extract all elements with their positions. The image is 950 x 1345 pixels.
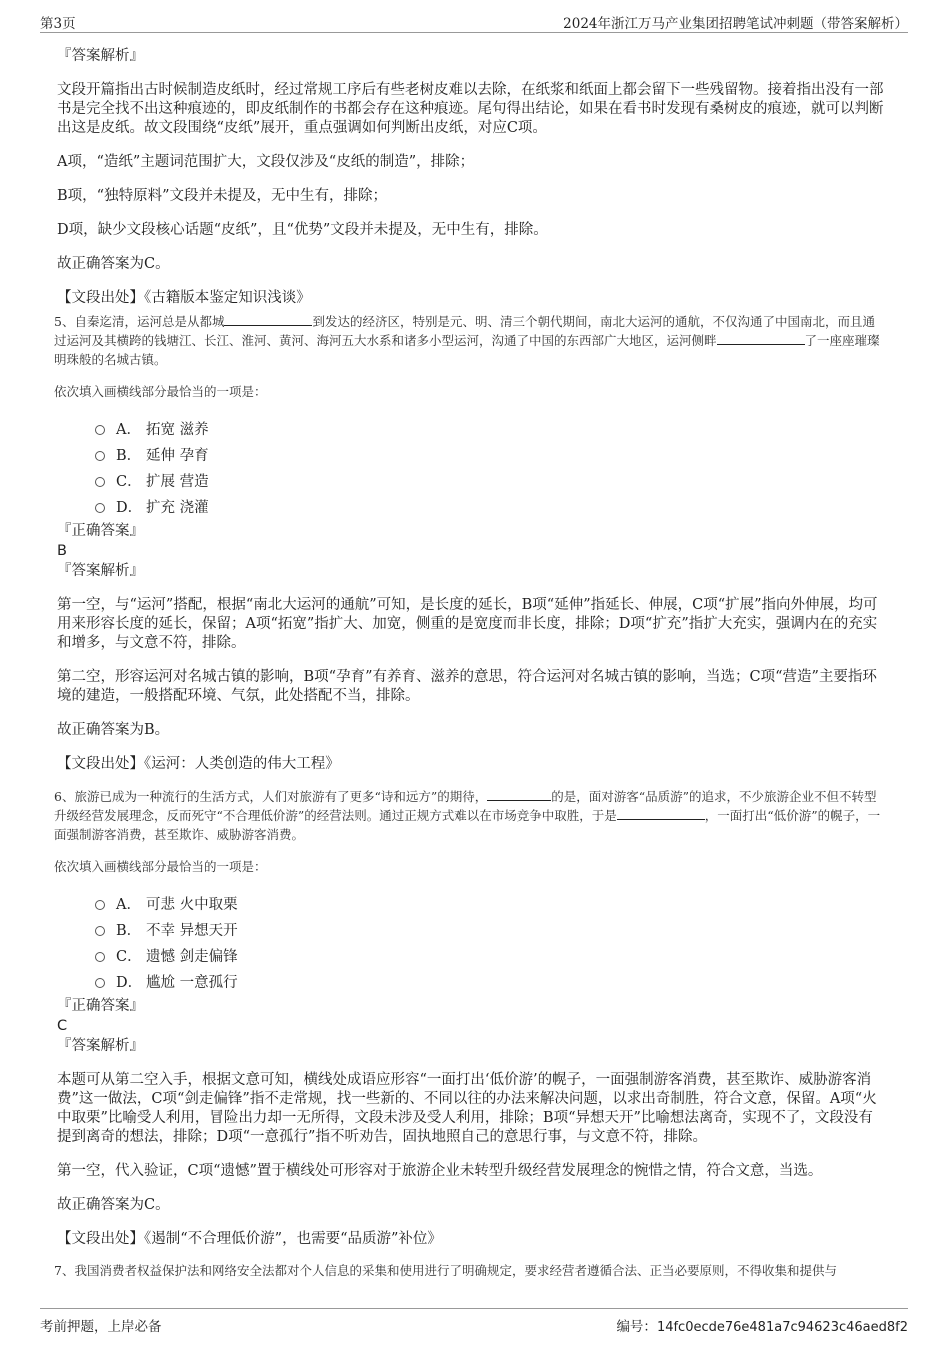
q5-option-c[interactable]: C． 扩展 营造 <box>95 467 887 493</box>
radio-icon[interactable] <box>95 451 105 461</box>
q5-option-b[interactable]: B． 延伸 孕育 <box>95 441 887 467</box>
q6-stem: 6、旅游已成为一种流行的生活方式，人们对旅游有了更多“诗和远方”的期待， 的是，面对游客“品质游”的追求，不少旅游企业不但不转型升级经营发展理念，反而死守“不合理低价游”的经营法则。通过正规方式难以在市场竞争中取胜，于是 ，一面打出“低价游”的幌子，一面强制游客消费，甚至欺诈、威胁游客消费。 <box>54 789 881 842</box>
radio-icon[interactable] <box>95 503 105 513</box>
radio-icon[interactable] <box>95 477 105 487</box>
radio-icon[interactable] <box>95 425 105 435</box>
q5-option-d[interactable]: D． 扩充 浇灌 <box>95 493 887 519</box>
q7-stem: 7、我国消费者权益保护法和网络安全法都对个人信息的采集和使用进行了明确规定，要求经营者遵循合法、正当必要原则，不得收集和提供与 <box>54 1263 837 1278</box>
page-header <box>40 10 908 33</box>
q6-option-a[interactable]: A． 可悲 火中取栗 <box>95 890 887 916</box>
radio-icon[interactable] <box>95 926 105 936</box>
q5-prompt: 依次填入画横线部分最恰当的一项是： <box>54 384 267 399</box>
q5-option-a[interactable]: A． 拓宽 滋养 <box>95 415 887 441</box>
q6-source: 【文段出处】《遏制“不合理低价游”，也需要“品质游”补位》 <box>57 1231 442 1247</box>
page-footer <box>40 1308 908 1333</box>
q5-analysis-p2: 第二空，形容运河对名城古镇的影响，B项“孕育”有养育、滋养的意思，符合运河对名城古镇的影响，当选；C项“营造”主要指环境的建造，一般搭配环境、气氛，此处搭配不当，排除。 <box>57 669 877 704</box>
q4-analysis-p2: A项，“造纸”主题词范围扩大，文段仅涉及“皮纸的制造”，排除； <box>57 154 475 170</box>
q4-source: 【文段出处】《古籍版本鉴定知识浅谈》 <box>57 290 311 306</box>
q6-analysis-label: 『答案解析』 <box>57 1038 144 1054</box>
q5-answer: B <box>57 543 67 559</box>
q6-blank-2 <box>617 807 705 820</box>
radio-icon[interactable] <box>95 952 105 962</box>
footer-slogan: 考前押题，上岸必备 <box>40 1319 162 1335</box>
q4-analysis-p3: B项，“独特原料”文段并未提及，无中生有，排除； <box>57 188 387 204</box>
q6-option-b[interactable]: B． 不幸 异想天开 <box>95 916 887 942</box>
q5-analysis-p1: 第一空，与“运河”搭配，根据“南北大运河的通航”可知，是长度的延长，B项“延伸”指延长、伸展，C项“扩展”指向外伸展，均可用来形容长度的延长，保留；A项“拓宽”指扩大、加宽，侧重的是宽度而非长度，排除；D项“扩充”指扩大充实，强调内在的充实和增多，与文意不符，排除。 <box>57 597 878 651</box>
q5-blank-1 <box>224 313 312 326</box>
page-content <box>54 46 887 1280</box>
q5-answer-label: 『正确答案』 <box>57 523 144 539</box>
q6-analysis-p2: 第一空，代入验证，C项“遗憾”置于横线处可形容对于旅游企业未转型升级经营发展理念的惋惜之情，符合文意，当选。 <box>57 1163 823 1179</box>
q6-options <box>95 890 887 994</box>
q6-option-c[interactable]: C． 遗憾 剑走偏锋 <box>95 942 887 968</box>
q6-option-d[interactable]: D． 尴尬 一意孤行 <box>95 968 887 994</box>
q5-stem: 5、自秦迄清，运河总是从都城 到发达的经济区，特别是元、明、清三个朝代期间，南北大运河的通航，不仅沟通了中国南北，而且通过运河及其横跨的钱塘江、长江、淮河、黄河、海河五大水系和诸多小型运河，沟通了中国的东西部广大地区，运河侧畔 了一座座璀璨明珠般的名城古镇。 <box>54 314 880 367</box>
q6-answer: C <box>57 1018 68 1034</box>
q6-prompt: 依次填入画横线部分最恰当的一项是： <box>54 859 267 874</box>
page-number: 第3页 <box>40 16 76 32</box>
q4-analysis-p1: 文段开篇指出古时候制造皮纸时，经过常规工序后有些老树皮难以去除，在纸浆和纸面上都会留下一些残留物。接着指出没有一部书是完全找不出这种痕迹的，即皮纸制作的书都会存在这种痕迹。尾句得出结论，如果在看书时发现有桑树皮的痕迹，就可以判断出这是皮纸。故文段围绕“皮纸”展开，重点强调如何判断出皮纸，对应C项。 <box>57 82 884 136</box>
q5-analysis-label: 『答案解析』 <box>57 563 144 579</box>
q6-answer-label: 『正确答案』 <box>57 998 144 1014</box>
q5-blank-2 <box>717 332 805 345</box>
q5-options <box>95 415 887 519</box>
document-title: 2024年浙江万马产业集团招聘笔试冲刺题（带答案解析） <box>563 16 908 32</box>
q6-analysis-p1: 本题可从第二空入手，根据文意可知，横线处成语应形容“一面打出‘低价游’的幌子，一面强制游客消费，甚至欺诈、威胁游客消费”这一做法，C项“剑走偏锋”指不走常规，找一些新的、不同以往的办法来解决问题，以求出奇制胜，符合文意，保留。A项“火中取栗”比喻受人利用，冒险出力却一无所得，文段未涉及受人利用，排除；B项“异想天开”比喻想法离奇，实现不了，文段没有提到离奇的想法，排除；D项“一意孤行”指不听劝告，固执地照自己的意思行事，与文意不符，排除。 <box>57 1072 877 1145</box>
radio-icon[interactable] <box>95 978 105 988</box>
q4-analysis-label: 『答案解析』 <box>57 48 144 64</box>
footer-code: 编号：14fc0ecde76e481a7c94623c46aed8f2 <box>616 1319 908 1335</box>
q5-source: 【文段出处】《运河：人类创造的伟大工程》 <box>57 756 340 772</box>
q4-conclusion: 故正确答案为C。 <box>57 256 170 272</box>
q6-blank-1 <box>487 788 551 801</box>
radio-icon[interactable] <box>95 900 105 910</box>
q4-analysis-p4: D项，缺少文段核心话题“皮纸”，且“优势”文段并未提及，无中生有，排除。 <box>57 222 548 238</box>
q6-conclusion: 故正确答案为C。 <box>57 1197 170 1213</box>
q5-conclusion: 故正确答案为B。 <box>57 722 170 738</box>
